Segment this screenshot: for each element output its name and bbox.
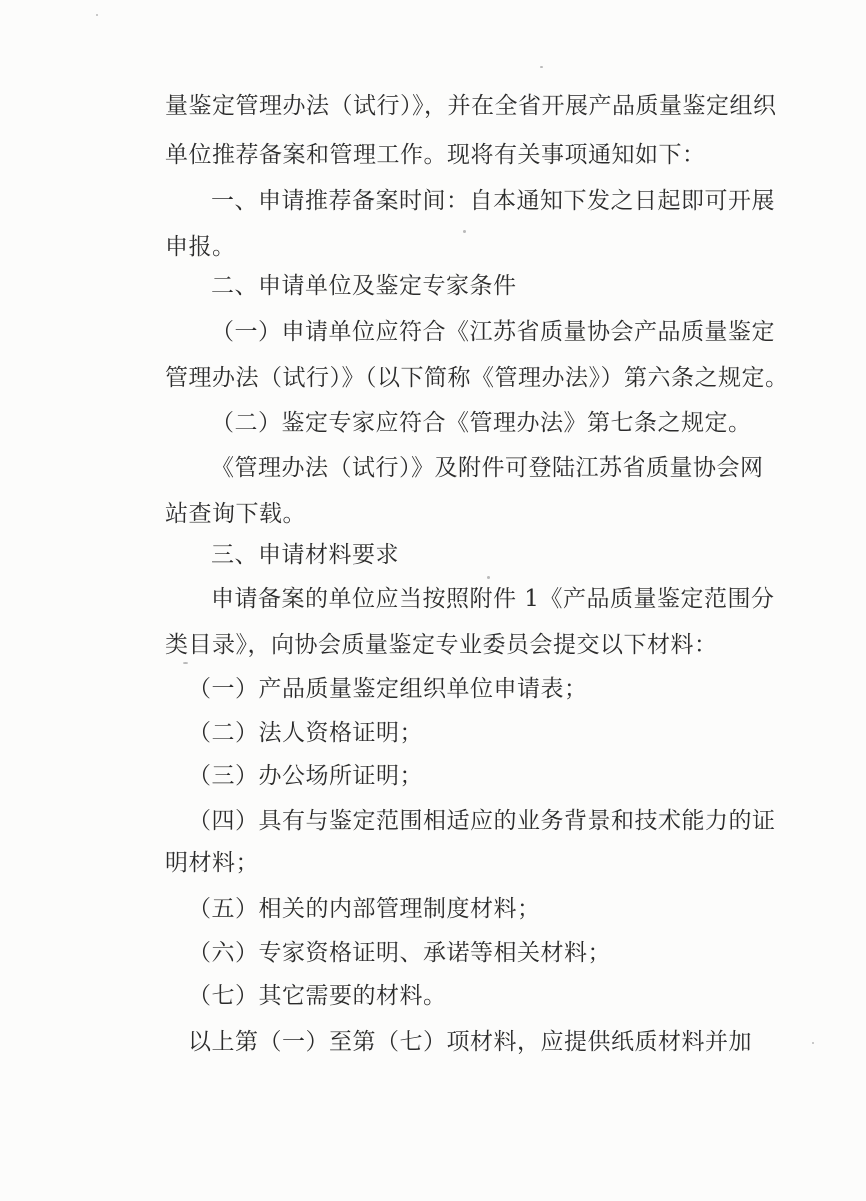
list-item: （四）具有与鉴定范围相适应的业务背景和技术能力的证 xyxy=(188,808,776,834)
text-line: 以上第（一）至第（七）项材料，应提供纸质材料并加 xyxy=(188,1029,752,1055)
text-line: （二）鉴定专家应符合《管理办法》第七条之规定。 xyxy=(211,410,752,436)
scan-speck xyxy=(812,1042,814,1044)
scan-speck xyxy=(540,66,543,68)
section-heading: 二、申请单位及鉴定专家条件 xyxy=(211,273,517,299)
scan-speck xyxy=(463,230,466,233)
list-item: （一）产品质量鉴定组织单位申请表； xyxy=(188,676,588,702)
text-line: （一）申请单位应符合《江苏省质量协会产品质量鉴定 xyxy=(211,319,775,345)
text-line: 申请备案的单位应当按照附件 1《产品质量鉴定范围分 xyxy=(211,586,775,612)
list-item: （三）办公场所证明； xyxy=(188,763,423,789)
text-line: 量鉴定管理办法（试行）》，并在全省开展产品质量鉴定组织 xyxy=(165,93,777,119)
list-item: （七）其它需要的材料。 xyxy=(188,983,447,1009)
scan-speck xyxy=(487,576,490,579)
list-item: （二）法人资格证明； xyxy=(188,720,423,746)
section-heading: 三、申请材料要求 xyxy=(211,542,399,568)
text-line: 单位推荐备案和管理工作。现将有关事项通知如下： xyxy=(165,142,706,168)
text-line: 站查询下载。 xyxy=(165,501,306,527)
text-line: 申报。 xyxy=(165,234,236,260)
text-line: 明材料； xyxy=(165,850,259,876)
list-item: （六）专家资格证明、承诺等相关材料； xyxy=(188,940,611,966)
text-line: 类目录》，向协会质量鉴定专业委员会提交以下材料： xyxy=(165,632,718,658)
scan-speck xyxy=(96,14,98,16)
scan-speck xyxy=(183,662,188,664)
text-line: 一、申请推荐备案时间：自本通知下发之日起即可开展 xyxy=(211,188,775,214)
text-line: 管理办法（试行）》（以下简称《管理办法》）第六条之规定。 xyxy=(165,365,789,391)
text-line: 《管理办法（试行）》及附件可登陆江苏省质量协会网 xyxy=(211,455,764,481)
list-item: （五）相关的内部管理制度材料； xyxy=(188,896,541,922)
